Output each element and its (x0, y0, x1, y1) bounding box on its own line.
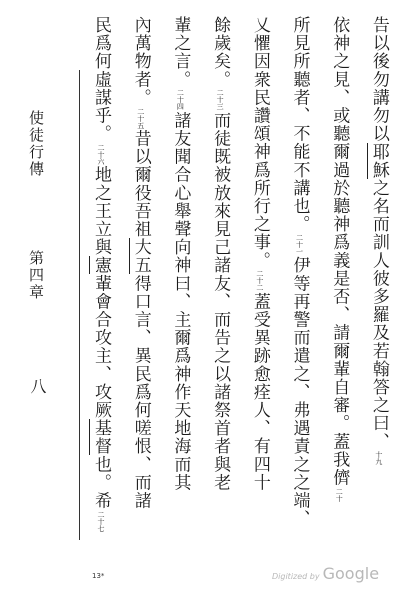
text-column (368, 16, 390, 536)
text-run: 告以後勿講勿以 (368, 16, 389, 143)
text-run: 而徒既被放來見己諸友、而告之以諸祭首者與老 (210, 111, 231, 492)
text-run: 蓋受異跡愈痊人、有四十 (249, 292, 270, 492)
verse-number: 二十一 (295, 234, 304, 256)
text-run: 餘歲矣。 (210, 16, 231, 89)
verse-number: 二十 (335, 487, 344, 502)
verse-number: 十九 (374, 451, 383, 466)
text-column (249, 16, 271, 536)
text-column (169, 16, 191, 536)
verse-number: 二十五 (136, 107, 145, 129)
digitized-by-text: Digitized by (272, 572, 320, 581)
text-run: 乂懼因衆民讚頌神爲所行之事。 (249, 16, 270, 270)
margin-rule (79, 70, 80, 540)
chapter-label: 第四章 (27, 250, 45, 301)
proper-name: 耶穌 (368, 142, 389, 179)
verse-number: 二十七 (97, 510, 105, 532)
text-column (130, 16, 152, 536)
text-column (90, 16, 112, 536)
text-run: 也。希 (91, 455, 111, 510)
verse-number: 二十二 (255, 270, 264, 292)
digitized-watermark (272, 564, 379, 583)
text-run: 昔以爾役吾祖 (130, 129, 151, 239)
text-run: 內萬物者。 (130, 16, 151, 107)
running-head (0, 0, 80, 600)
verse-number: 二十六 (97, 143, 105, 165)
text-column (328, 16, 350, 536)
proper-name: 大五 (130, 238, 151, 275)
text-run: 民爲何虛謀乎。 (91, 16, 111, 143)
text-run: 依神之見、或聽爾過於聽神爲義是否、請爾輩自審。蓋我儕 (329, 16, 350, 487)
text-run: 所見所聽者、不能不講也。 (289, 16, 310, 234)
text-column (209, 16, 231, 536)
verse-number: 二十四 (176, 89, 185, 111)
proper-name: 憲 (91, 256, 111, 275)
page-number: 八 (28, 378, 47, 396)
text-column (289, 16, 311, 536)
verse-number: 二十三 (216, 89, 225, 111)
text-run: 之名而訓人彼多羅及若翰答之曰、 (368, 178, 389, 451)
text-run: 地之王立與 (91, 165, 111, 257)
text-run: 得口言、異民爲何嗟恨、而諸 (130, 274, 151, 510)
text-run: 輩之言。 (170, 16, 191, 89)
text-run: 諸友聞合心舉聲向神曰、主爾爲神作天地海而其 (170, 111, 191, 492)
proper-name: 基督 (91, 419, 111, 456)
text-run: 伊等再警而遣之、弗遇責之之端、 (289, 256, 310, 528)
text-run: 輩會合攻主、攻厥 (91, 274, 111, 420)
google-logo: Google (322, 564, 380, 583)
main-text (90, 16, 390, 536)
printer-signature: 13* (92, 572, 105, 580)
book-title: 使徒行傳 (27, 110, 45, 178)
